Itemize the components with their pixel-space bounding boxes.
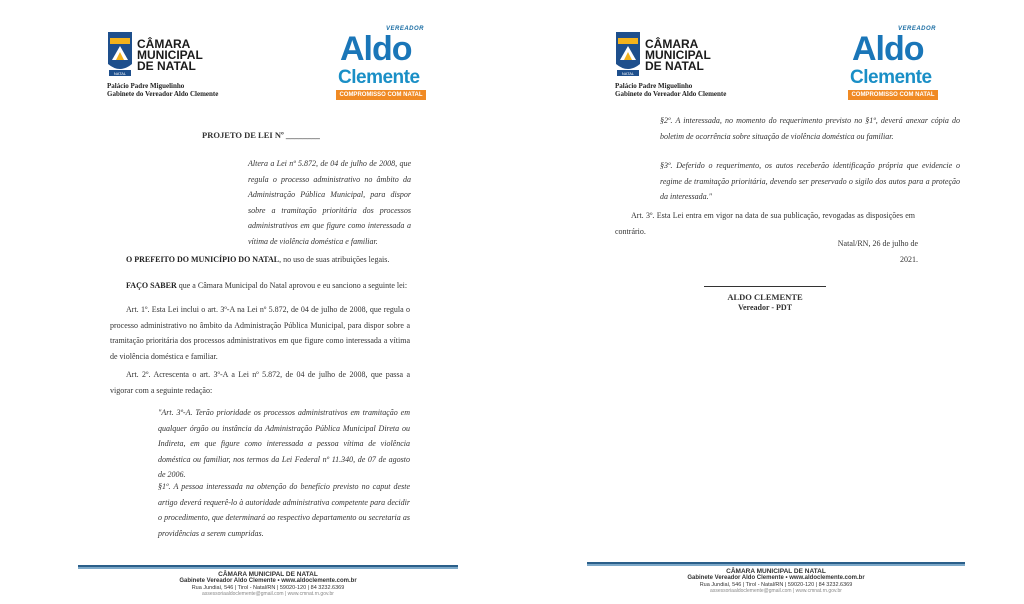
vereador-tag: VEREADOR xyxy=(386,26,425,32)
art1-paragraph: Art. 1º. Esta Lei inclui o art. 3º-A na Lei nº 5.872, de 04 de julho de 2008, que regula o processo administrativo no âmbito da Administração Pública Municipal, para dispor sobre a tramitação prioritária dos processos administrativos em que figure como interessada a vítima de violência doméstica e familiar. xyxy=(110,305,410,361)
svg-text:NATAL: NATAL xyxy=(621,71,635,76)
palacio-label: Palácio Padre Miguelinho xyxy=(615,82,693,90)
art3-paragraph: Art. 3º. Esta Lei entra em vigor na data de sua publicação, revogadas as disposições em contrário. xyxy=(615,211,915,236)
compromisso-bar: COMPROMISSO COM NATAL xyxy=(848,90,938,100)
art2-paragraph: Art. 2º. Acrescenta o art. 3º-A a Lei nº 5.872, de 04 de julho de 2008, que passa a vigorar com a seguinte redação: xyxy=(110,370,410,395)
camara-municipal-logo xyxy=(615,30,865,100)
footer-address: Rua Jundiaí, 546 | Tirol - Natal/RN | 59020-120 | 84 3232.6369 xyxy=(191,585,345,591)
faco-saber-paragraph: FAÇO SABER que a Câmara Municipal do Natal aprovou e eu sanciono a seguinte lei: xyxy=(126,281,408,290)
natal-crest-icon xyxy=(107,30,133,78)
paragraph3-quote: §3º. Deferido o requerimento, os autos receberão identificação própria que evidencie o regime de tramitação prioritária, devendo ser preservado o sigilo dos autos para a proteção da interessada." xyxy=(660,161,960,201)
camara-municipal-logo xyxy=(107,30,357,100)
document-title: PROJETO DE LEI Nº ________ xyxy=(202,130,320,140)
camara-name: CÂMARA MUNICIPAL DE NATAL xyxy=(137,37,203,73)
vereador-tag: VEREADOR xyxy=(898,26,937,32)
clemente-word: Clemente xyxy=(850,67,932,88)
footer-divider xyxy=(78,565,458,569)
footer-address: Rua Jundiaí, 546 | Tirol - Natal/RN | 59020-120 | 84 3232.6369 xyxy=(699,582,853,588)
aldo-clemente-logo xyxy=(848,26,942,104)
aldo-word: Aldo xyxy=(852,30,924,68)
footer-title: CÂMARA MUNICIPAL DE NATAL xyxy=(218,571,318,578)
ementa-text: Altera a Lei nº 5.872, de 04 de julho de 2008, que regula o processo administrativo no âmbito da Administração Pública Municipal, para dispor sobre a tramitação prioritária dos processos administrativos em que figure como interessada a vítima de violência doméstica e familiar. xyxy=(248,159,411,246)
svg-text:NATAL: NATAL xyxy=(113,71,127,76)
palacio-label: Palácio Padre Miguelinho xyxy=(107,82,185,90)
compromisso-bar: COMPROMISSO COM NATAL xyxy=(336,90,426,100)
aldo-clemente-logo xyxy=(336,26,430,104)
footer-contact: assessoriaaldoclemente@gmail.com | www.cmnat.rn.gov.br xyxy=(710,588,842,594)
signatory-name: ALDO CLEMENTE xyxy=(727,292,803,302)
footer-contact: assessoriaaldoclemente@gmail.com | www.cmnat.rn.gov.br xyxy=(202,591,334,597)
document-page-2 xyxy=(512,0,1024,604)
footer-title: CÂMARA MUNICIPAL DE NATAL xyxy=(726,568,826,575)
camara-name: CÂMARA MUNICIPAL DE NATAL xyxy=(645,37,711,73)
gabinete-label: Gabinete do Vereador Aldo Clemente xyxy=(107,90,219,98)
natal-crest-icon xyxy=(615,30,641,78)
aldo-word: Aldo xyxy=(340,30,412,68)
signatory-role: Vereador - PDT xyxy=(737,303,793,312)
document-date: Natal/RN, 26 de julho de 2021. xyxy=(837,239,918,264)
gabinete-label: Gabinete do Vereador Aldo Clemente xyxy=(615,90,727,98)
paragraph2-quote: §2º. A interessada, no momento do requerimento previsto no §1º, deverá anexar cópia do boletim de ocorrência sobre situação de violência doméstica ou familiar. xyxy=(660,116,960,141)
prefeito-paragraph: O PREFEITO DO MUNICÍPIO DO NATAL, no uso de suas atribuições legais. xyxy=(126,255,390,264)
paragraph1-quote: §1º. A pessoa interessada na obtenção do benefício previsto no caput deste artigo deverá requerê-lo à autoridade administrativa competente para decidir o procedimento, que determinará ao respectivo departamento ou secretaria as providências a serem cumpridas. xyxy=(158,482,410,538)
footer-gabinete: Gabinete Vereador Aldo Clemente • www.aldoclemente.com.br xyxy=(179,578,357,584)
signature-line xyxy=(704,286,826,287)
footer-divider xyxy=(587,562,965,566)
footer-gabinete: Gabinete Vereador Aldo Clemente • www.aldoclemente.com.br xyxy=(687,575,865,581)
art3a-quote: "Art. 3º-A. Terão prioridade os processos administrativos em tramitação em qualquer órgão ou instância da Administração Pública Municipal Direta ou Indireta, em que figure como interessada a pessoa vítima de violência doméstica ou familiar, nos termos da Lei Federal nº 11.340, de 07 de agosto de 2006. xyxy=(158,408,410,479)
clemente-word: Clemente xyxy=(338,67,420,88)
